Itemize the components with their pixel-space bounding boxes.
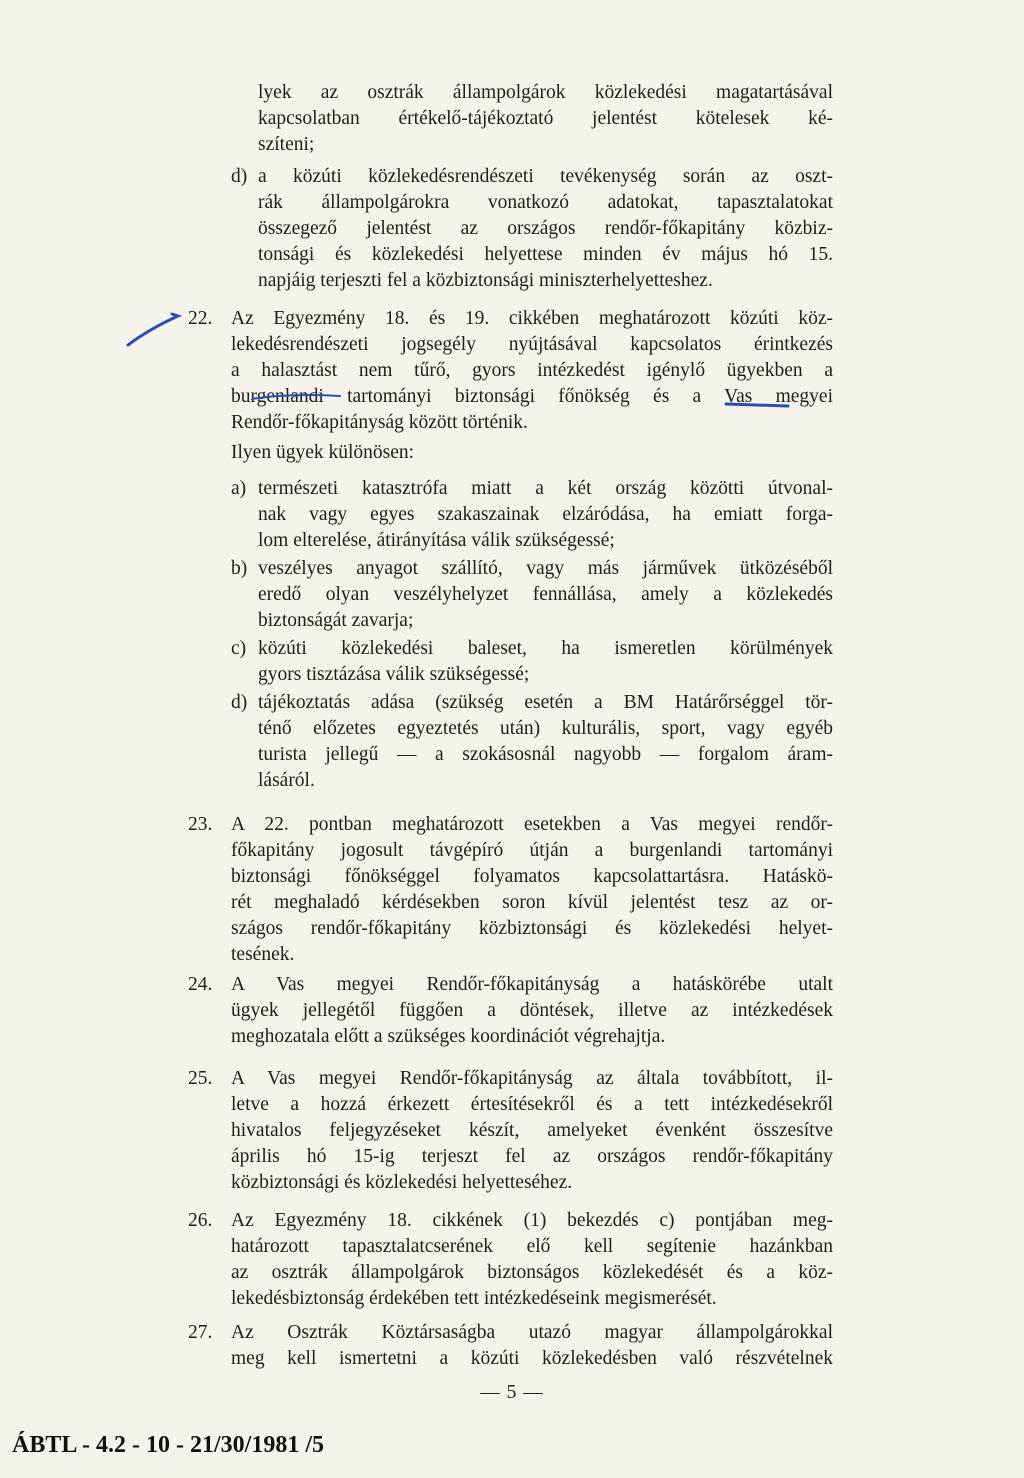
text-line: szágos rendőr-főkapitány közbiztonsági és közlekedési helyet- [231,918,833,939]
text-line: Az Osztrák Köztársaságba utazó magyar állampolgárokkal [231,1322,833,1343]
text-line: Ilyen ügyek különösen: [231,442,415,463]
text-line: lásáról. [258,770,315,791]
margin-pen-stroke [128,314,178,345]
item-label: c) [231,638,247,659]
archive-reference: ÁBTL - 4.2 - 10 - 21/30/1981 /5 [12,1432,325,1458]
text-line: meghozatala előtt a szükséges koordinációt végrehajtja. [231,1026,666,1047]
text-line: tájékoztatás adása (szükség esetén a BM Határőrséggel tör- [258,692,833,713]
text-line: napjáig terjeszti fel a közbiztonsági miniszterhelyetteshez. [258,270,713,291]
text-line: gyors tisztázása válik szükségessé; [258,664,530,685]
text-line: veszélyes anyagot szállító, vagy más járművek ütközéséből [258,558,833,579]
text-line: főkapitány jogosult távgépíró útján a burgenlandi tartományi [231,840,833,861]
text-line: tonsági és közlekedési helyettese minden év május hó 15. [258,244,833,265]
text-line: biztonsági főnökséggel folyamatos kapcsolattartásra. Hatáskö- [231,866,833,887]
text-line: Rendőr-főkapitányság között történik. [231,412,528,433]
text-line: Az Egyezmény 18. és 19. cikkében meghatározott közúti köz- [231,308,833,329]
text-line: tesének. [231,944,295,965]
section-number: 23. [188,814,213,835]
text-line: lyek az osztrák állampolgárok közlekedési magatartásával [258,82,833,103]
text-line: lekedésbiztonság érdekében tett intézkedéseink megismerését. [231,1288,717,1309]
item-label: d) [231,166,248,187]
text-line: A Vas megyei Rendőr-főkapitányság a hatáskörébe utalt [231,974,833,995]
underline-burgenlandi-stroke [252,395,340,399]
text-line: ügyek jellegétől függően a döntések, illetve az intézkedések [231,1000,833,1021]
text-line: A Vas megyei Rendőr-főkapitányság az általa továbbított, il- [231,1068,833,1089]
section-number: 26. [188,1210,213,1231]
text-line: letve a hozzá érkezett értesítésekről és a tett intézkedésekről [231,1094,833,1115]
text-line: lom elterelése, átirányítása válik szükségessé; [258,530,615,551]
text-line: A 22. pontban meghatározott esetekben a Vas megyei rendőr- [231,814,833,835]
page-number: — 5 — [480,1382,544,1403]
item-label: a) [231,478,247,499]
text-line: hivatalos feljegyzéseket készít, amelyeket évenként összesítve [231,1120,833,1141]
underline-vas-megyei-stroke [726,404,788,406]
text-line: természeti katasztrófa miatt a két ország közötti útvonal- [258,478,833,499]
text-line: a közúti közlekedésrendészeti tevékenység során az oszt- [258,166,833,187]
text-line: közbiztonsági és közlekedési helyetteséhez. [231,1172,573,1193]
text-line: eredő olyan veszélyhelyzet fennállása, amely a közlekedés [258,584,833,605]
text-line: lekedésrendészeti jogsegély nyújtásával kapcsolatos érintkezés [231,334,833,355]
text-line: nak vagy egyes szakaszainak elzáródása, ha emiatt forga- [258,504,833,525]
text-line: az osztrák állampolgárok biztonságos közlekedését és a köz- [231,1262,833,1283]
text-line: közúti közlekedési baleset, ha ismeretlen körülmények [258,638,833,659]
text-line: biztonságát zavarja; [258,610,414,631]
text-line: a halasztást nem tűrő, gyors intézkedést igénylő ügyekben a [231,360,833,381]
text-line: kapcsolatban értékelő-tájékoztató jelentést kötelesek ké- [258,108,833,129]
section-number: 22. [188,308,213,329]
text-line: rét meghaladó kérdésekben soron kívül jelentést tesz az or- [231,892,833,913]
text-line: turista jellegű — a szokásosnál nagyobb — forgalom áram- [258,744,833,765]
section-number: 24. [188,974,213,995]
text-line: szíteni; [258,134,315,155]
text-line: meg kell ismertetni a közúti közlekedésben való részvételnek [231,1348,833,1369]
item-label: d) [231,692,248,713]
text-line: ténő előzetes egyeztetés után) kulturális, sport, vagy egyéb [258,718,833,739]
section-number: 27. [188,1322,213,1343]
section-number: 25. [188,1068,213,1089]
text-line: rák állampolgárokra vonatkozó adatokat, tapasztalatokat [258,192,833,213]
item-label: b) [231,558,248,579]
text-line: összegező jelentést az országos rendőr-főkapitány közbiz- [258,218,833,239]
text-line: Az Egyezmény 18. cikkének (1) bekezdés c) pontjában meg- [231,1210,833,1231]
text-line: burgenlandi tartományi biztonsági főnökség és a Vas megyei [231,386,833,407]
text-line: határozott tapasztalatcserének elő kell segítenie hazánkban [231,1236,833,1257]
text-line: április hó 15-ig terjeszt fel az országos rendőr-főkapitány [231,1146,833,1167]
